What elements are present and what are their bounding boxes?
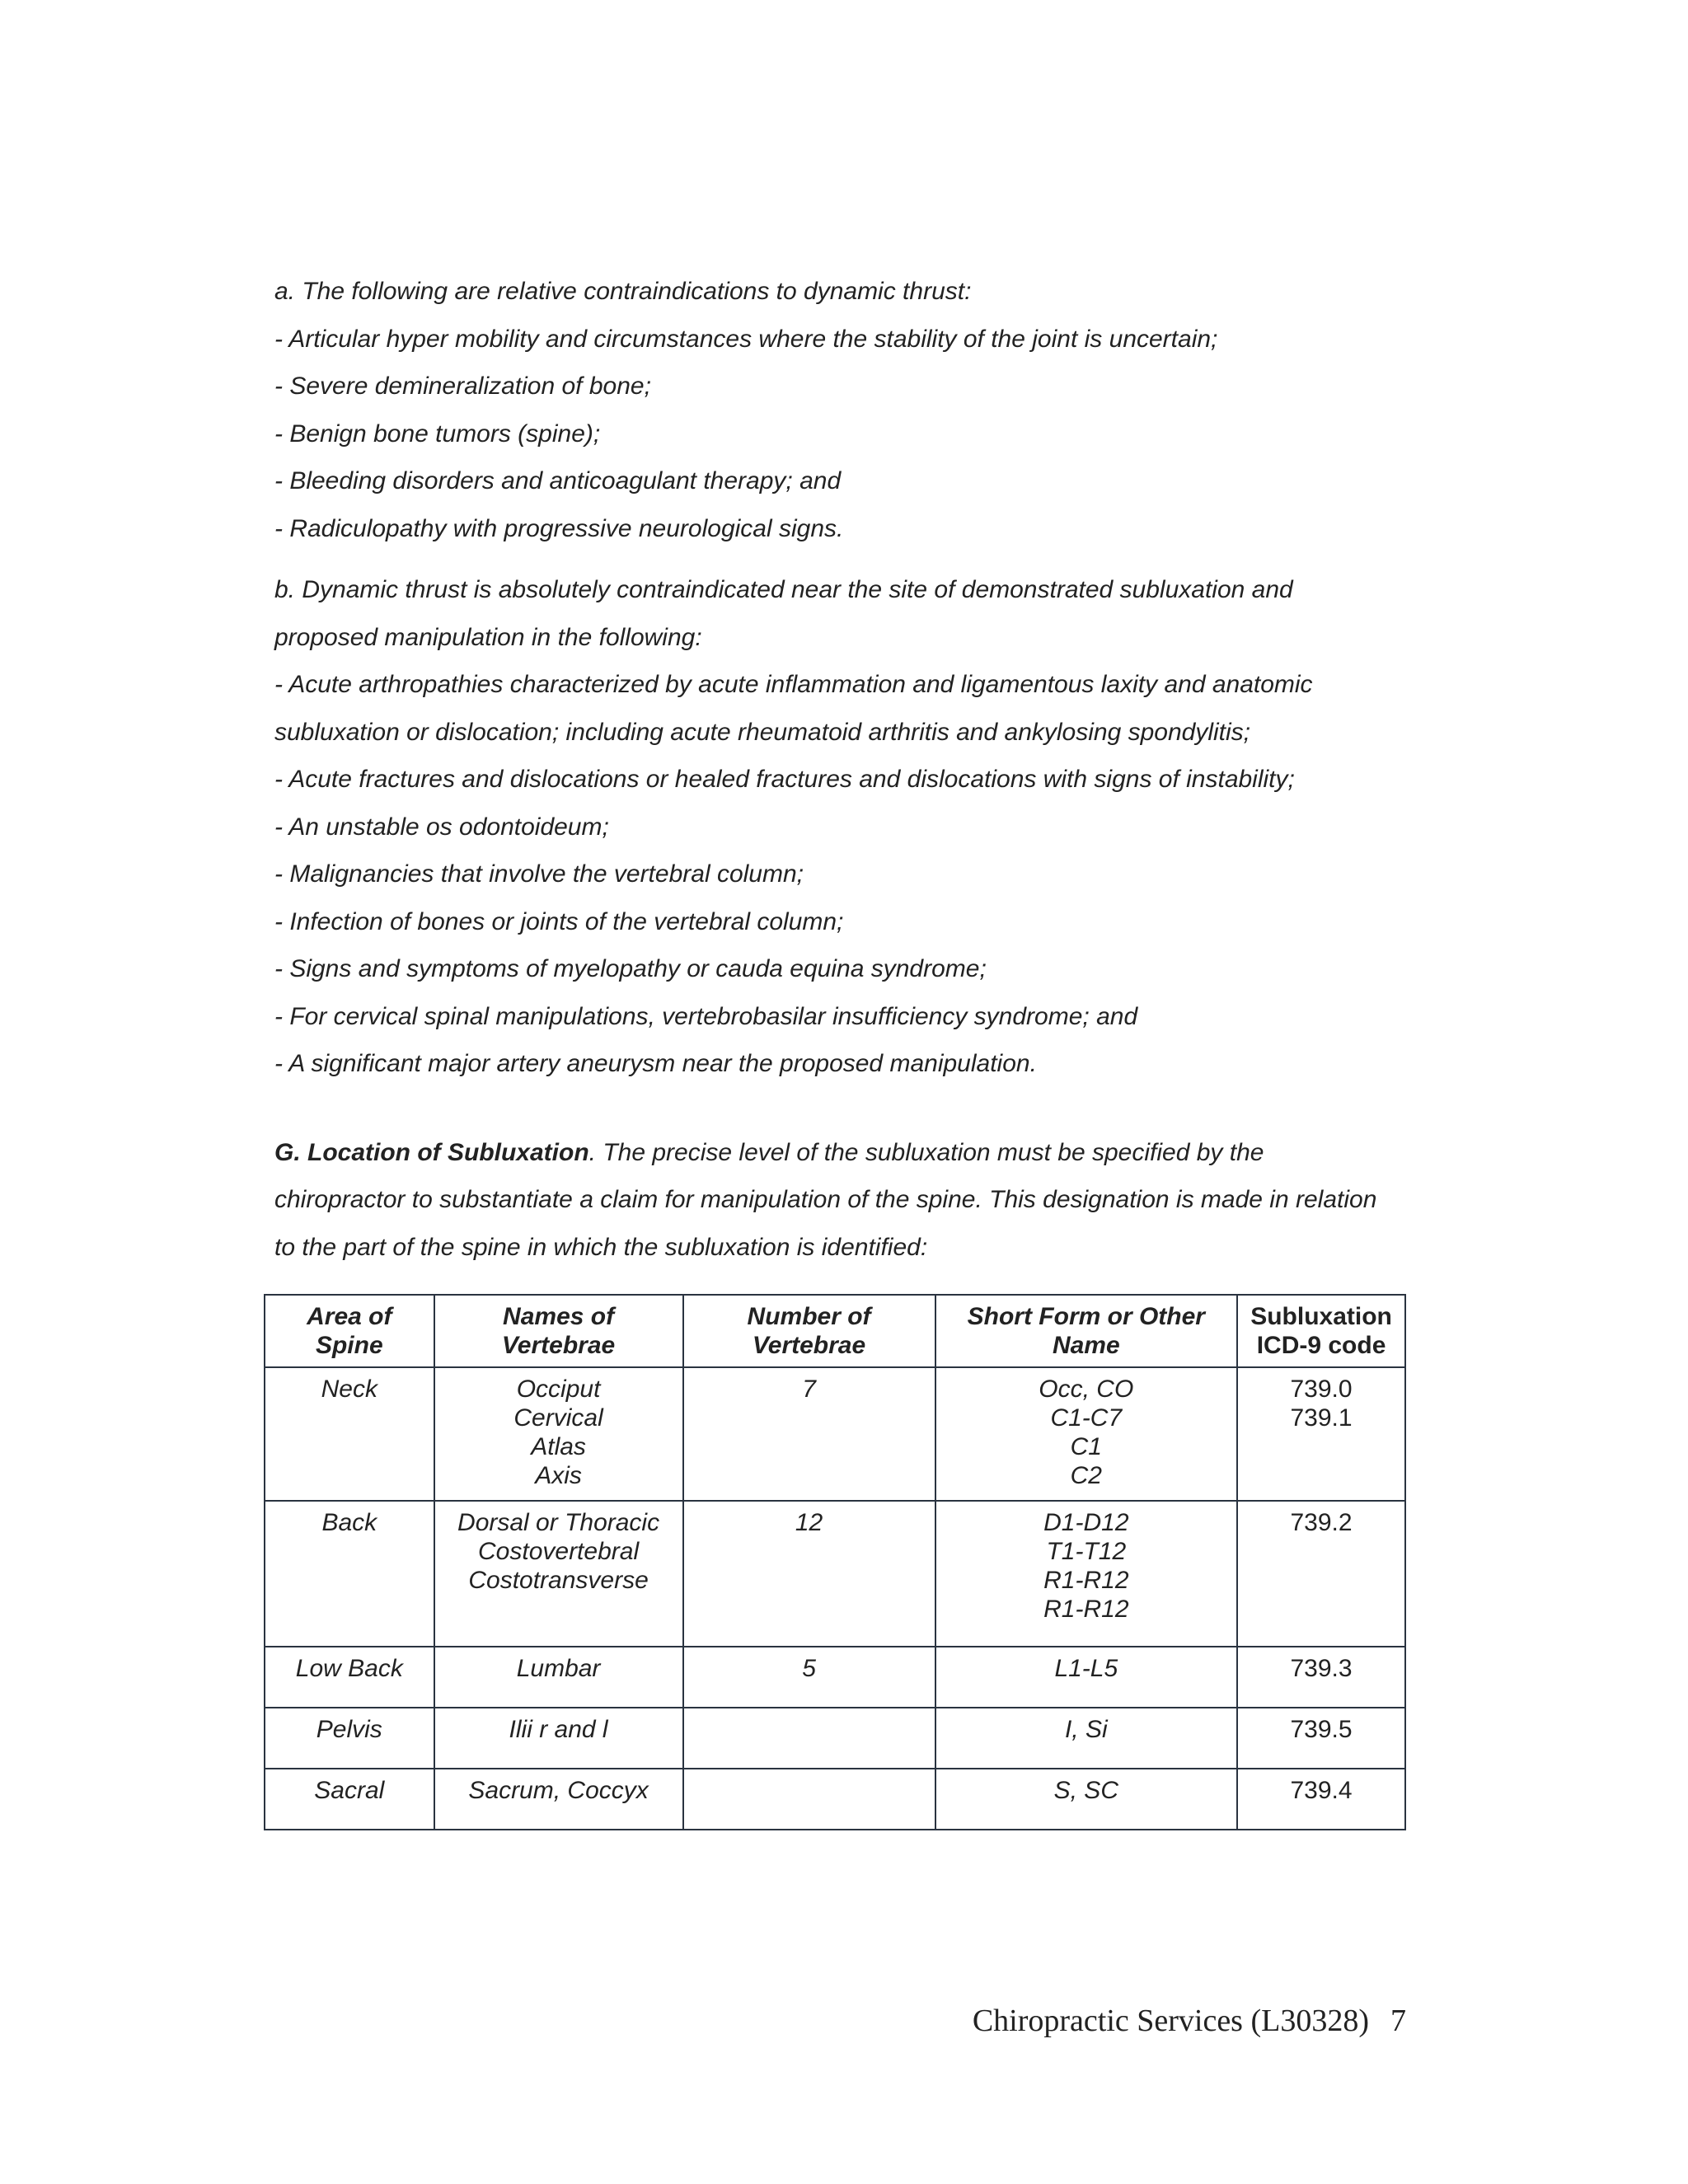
table-row <box>265 1501 1405 1647</box>
section-b-item: - A significant major artery aneurysm near the proposed manipulation. <box>274 1050 1037 1077</box>
section-a-item: - Benign bone tumors (spine); <box>274 419 601 448</box>
cell-short-form: Occ, CO C1-C7 C1 C2 <box>935 1367 1238 1501</box>
cell-names: Occiput Cervical Atlas Axis <box>434 1367 683 1501</box>
section-b-item: - Acute fractures and dislocations or healed fractures and dislocations with signs of instability; <box>274 766 1295 793</box>
cell-names: Dorsal or Thoracic Costovertebral Costotransverse <box>434 1501 683 1647</box>
section-g-line: chiropractor to substantiate a claim for manipulation of the spine. This designation is made in relation <box>274 1186 1377 1213</box>
section-b-item: - Malignancies that involve the vertebral column; <box>274 860 804 888</box>
cell-number: 7 <box>683 1367 935 1501</box>
section-a-item: - Radiculopathy with progressive neurological signs. <box>274 514 844 542</box>
header-number-of-vertebrae: Number of Vertebrae <box>683 1295 935 1367</box>
section-g-line <box>274 1129 1412 1177</box>
cell-area: Pelvis <box>265 1708 434 1769</box>
cell-icd9-code: 739.5 <box>1237 1708 1405 1769</box>
section-b-item: - For cervical spinal manipulations, vertebrobasilar insufficiency syndrome; and <box>274 1002 1138 1030</box>
section-a-intro: a. The following are relative contraindications to dynamic thrust: <box>274 278 972 305</box>
cell-icd9-code: 739.0 739.1 <box>1237 1367 1405 1501</box>
cell-icd9-code: 739.3 <box>1237 1647 1405 1708</box>
table-row <box>265 1769 1405 1830</box>
cell-icd9-code: 739.4 <box>1237 1769 1405 1830</box>
header-icd9-code: Subluxation ICD-9 code <box>1237 1295 1405 1367</box>
section-b-item: - Signs and symptoms of myelopathy or cauda equina syndrome; <box>274 955 987 982</box>
page-number: 7 <box>1390 2004 1406 2038</box>
section-b-item: - Infection of bones or joints of the vertebral column; <box>274 907 844 935</box>
cell-short-form: L1-L5 <box>935 1647 1238 1708</box>
cell-area: Sacral <box>265 1769 434 1830</box>
section-b-intro: proposed manipulation in the following: <box>274 623 702 651</box>
section-b-item: - Acute arthropathies characterized by acute inflammation and ligamentous laxity and anatomic <box>274 671 1313 698</box>
cell-area: Back <box>265 1501 434 1647</box>
document-body <box>274 268 1412 1271</box>
table-row <box>265 1708 1405 1769</box>
footer-title: Chiropractic Services (L30328) <box>972 2004 1369 2038</box>
section-b-item: - An unstable os odontoideum; <box>274 813 609 841</box>
cell-icd9-code: 739.2 <box>1237 1501 1405 1647</box>
table-header-row <box>265 1295 1405 1367</box>
table-row <box>265 1367 1405 1501</box>
cell-number <box>683 1708 935 1769</box>
subluxation-table <box>264 1294 1406 1830</box>
cell-names: Sacrum, Coccyx <box>434 1769 683 1830</box>
header-names-of-vertebrae: Names of Vertebrae <box>434 1295 683 1367</box>
section-a-item: - Severe demineralization of bone; <box>274 373 651 400</box>
section-g-heading: G. Location of Subluxation <box>274 1138 589 1166</box>
section-a-item: - Bleeding disorders and anticoagulant therapy; and <box>274 467 842 494</box>
table-row <box>265 1647 1405 1708</box>
section-g-text: . The precise level of the subluxation must be specified by the <box>588 1138 1264 1166</box>
section-b-item: subluxation or dislocation; including acute rheumatoid arthritis and ankylosing spondylitis; <box>274 718 1251 746</box>
cell-short-form: S, SC <box>935 1769 1238 1830</box>
cell-names: Lumbar <box>434 1647 683 1708</box>
cell-area: Low Back <box>265 1647 434 1708</box>
section-b-intro: b. Dynamic thrust is absolutely contraindicated near the site of demonstrated subluxation and <box>274 576 1293 603</box>
header-short-form: Short Form or Other Name <box>935 1295 1238 1367</box>
cell-area: Neck <box>265 1367 434 1501</box>
header-area-of-spine: Area of Spine <box>265 1295 434 1367</box>
cell-number: 5 <box>683 1647 935 1708</box>
page-footer <box>973 2003 1406 2039</box>
section-g-line: to the part of the spine in which the subluxation is identified: <box>274 1233 928 1261</box>
cell-number <box>683 1769 935 1830</box>
cell-number: 12 <box>683 1501 935 1647</box>
cell-names: Ilii r and l <box>434 1708 683 1769</box>
cell-short-form: D1-D12 T1-T12 R1-R12 R1-R12 <box>935 1501 1238 1647</box>
cell-short-form: I, Si <box>935 1708 1238 1769</box>
section-a-item: - Articular hyper mobility and circumstances where the stability of the joint is uncertain; <box>274 325 1218 353</box>
